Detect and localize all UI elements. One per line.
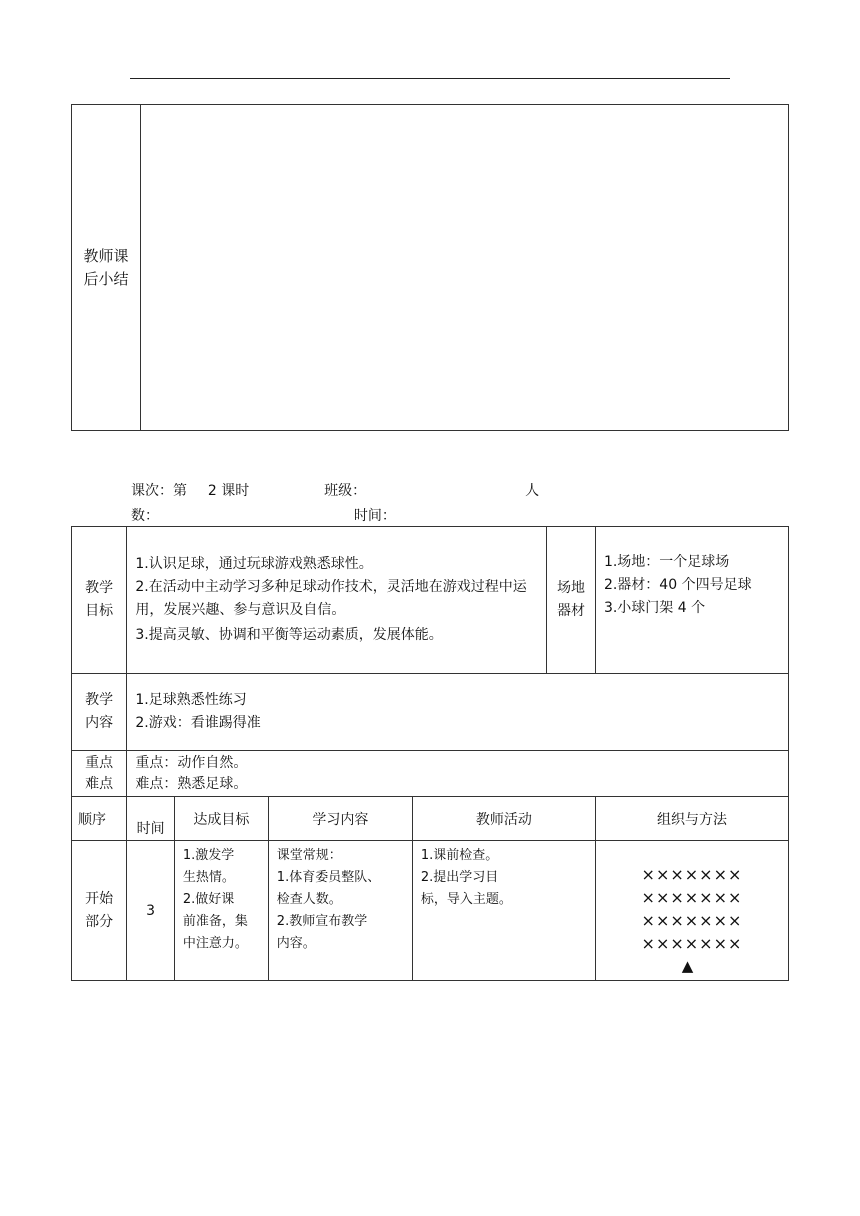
keypoints-label: 重点 难点 [72,751,127,797]
venue-item: 2.器材：40 个四号足球 [603,577,752,593]
objective-item: 3.提高灵敏、协调和平衡等运动素质，发展体能。 [135,627,443,643]
class-label: 班级： [324,483,367,499]
start-part-label: 开始 部分 [72,841,127,981]
start-part-goals: 1.激发学 生热情。 2.做好课 前准备，集 中注意力。 [174,841,268,981]
content-item: 2.游戏：看谁踢得准 [135,715,261,731]
header-teacher: 教师活动 [412,797,595,841]
content-label: 教学 内容 [72,674,127,751]
venue-item: 3.小球门架 4 个 [603,600,706,616]
header-rule [130,78,730,79]
keypoints-body [127,751,789,797]
difficulty-point: 难点：熟悉足球。 [135,775,248,792]
people-label-part2: 数： [131,508,159,524]
start-part-teacher: 1.课前检查。 2.提出学习目 标，导入主题。 [412,841,595,981]
content-item: 1.足球熟悉性练习 [135,692,247,708]
key-point: 重点：动作自然。 [135,754,248,771]
header-time: 时间 [127,797,175,841]
formation-diagram [596,863,788,978]
formation-row: ××××××× [641,865,743,884]
objectives-label: 教学 目标 [72,527,127,674]
objective-item: 2.在活动中主动学习多种足球动作技术，灵活地在游戏过程中运用，发展兴趣、参与意识及自信。 [135,579,527,618]
summary-table [71,104,789,431]
summary-content[interactable] [141,105,789,431]
venue-content [595,527,788,674]
formation-row: ××××××× [641,911,743,930]
header-study: 学习内容 [268,797,412,841]
objectives-content [127,527,547,674]
start-part-organization [595,841,788,981]
venue-label: 场地 器材 [547,527,596,674]
lesson-number: 2 课时 [207,483,250,499]
lesson-label: 课次：第 [131,483,187,499]
people-label-part1: 人 [525,483,540,499]
start-part-time: 3 [127,841,175,981]
header-order: 顺序 [72,797,127,841]
start-part-study: 课堂常规： 1.体育委员整队、 检查人数。 2.教师宣布教学 内容。 [268,841,412,981]
venue-item: 1.场地：一个足球场 [603,554,730,570]
objective-item: 1.认识足球，通过玩球游戏熟悉球性。 [135,556,373,572]
content-body [127,674,789,751]
header-goal: 达成目标 [174,797,268,841]
lesson-plan-table [71,526,789,981]
header-organization: 组织与方法 [595,797,788,841]
formation-row: ××××××× [641,888,743,907]
teacher-marker-icon: ▲ [681,957,695,975]
summary-label: 教师课 后小结 [72,105,141,431]
lesson-meta-line1 [131,481,539,501]
time-label: 时间： [353,508,396,524]
lesson-meta-line2 [131,506,396,526]
formation-row: ××××××× [641,934,743,953]
